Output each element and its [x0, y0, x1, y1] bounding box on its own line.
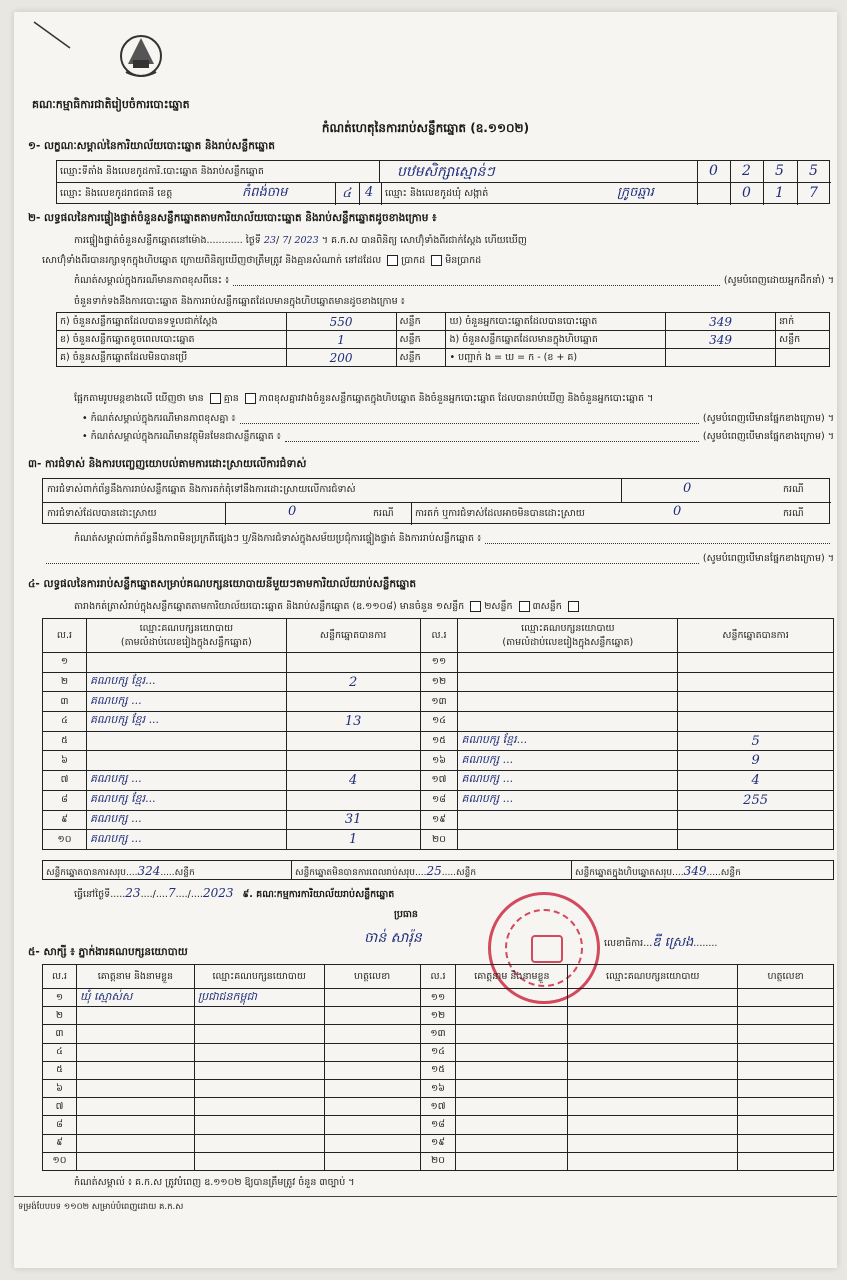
witness-name: [76, 1043, 194, 1061]
vote-count: [678, 653, 834, 673]
section5-title: ៥- សាក្សី ៖ ភ្នាក់ងារគណបក្សនយោបាយ: [28, 946, 188, 958]
row-no: ៩: [43, 810, 87, 830]
vote-count: [678, 830, 834, 850]
row-no: ១៥: [420, 731, 458, 751]
witness-name: [456, 1007, 568, 1025]
party-name: គណបក្ស ...: [86, 830, 286, 850]
table-row: [43, 712, 834, 732]
objections-box: [42, 478, 830, 524]
row-no: ៦: [43, 751, 87, 771]
counts-row: [57, 313, 830, 331]
party-name: [458, 672, 678, 692]
row-no: ៩: [43, 1134, 77, 1152]
row-no: ១៤: [420, 1043, 456, 1061]
row-no: ១២: [420, 672, 458, 692]
row-no: ១០: [43, 1152, 77, 1170]
col-no: ល.រ: [420, 619, 458, 653]
table-row: [43, 1061, 834, 1079]
witness-signature: [324, 1025, 420, 1043]
chair-signature: ចាន់ សារ៉ុន: [364, 930, 422, 946]
count-value: 1: [286, 331, 396, 349]
diff-note-line[interactable]: [240, 414, 699, 424]
vote-count: [286, 653, 420, 673]
checkbox-has-diff[interactable]: [210, 393, 221, 404]
section3-note-line[interactable]: [46, 554, 699, 564]
witness-name: [456, 1043, 568, 1061]
witness-party: [194, 1007, 324, 1025]
party-name: គណបក្ស ...: [458, 790, 678, 810]
witness-signature: [738, 1043, 834, 1061]
witness-signature: [738, 1061, 834, 1079]
province-value: កំពង់ចាម: [242, 185, 288, 200]
witness-name: [76, 1152, 194, 1170]
witness-party: [194, 1098, 324, 1116]
row-no: ១៣: [420, 692, 458, 712]
witness-name: [76, 1134, 194, 1152]
table-row: [43, 751, 834, 771]
section2-note: កំណត់សម្គាល់ក្នុងករណីមានភាពខុសពីនេះ ៖ (សូមបំពេញដោយអ្នកដឹកនាំ) ។: [74, 275, 834, 286]
row-no: ១៣: [420, 1025, 456, 1043]
checkbox-3-sheets[interactable]: [568, 601, 579, 612]
witness-party: [568, 989, 738, 1007]
vote-count: 4: [286, 771, 420, 791]
footer-text: ទម្រង់បែបបទ ១១០២ សម្រាប់បំពេញដោយ គ.ក.ស: [18, 1202, 184, 1212]
row-no: ១៦: [420, 1079, 456, 1097]
witness-party: [194, 1079, 324, 1097]
vote-count: 13: [286, 712, 420, 732]
row-no: ១៥: [420, 1061, 456, 1079]
pen-mark-icon: [32, 20, 72, 50]
witness-table: [42, 964, 834, 1171]
totals-row: សន្លឹកឆ្នោតបានការសរុប....324.....សន្លឹក សន្លឹកឆ្នោតមិនបានការពេលរាប់សរុប....25.....សន្លឹក សន្លឹកឆ្នោតក្នុងហិបឆ្នោតសរុប....349.....សន្លឹក: [42, 860, 834, 880]
witness-signature: [324, 1007, 420, 1025]
table-row: [43, 1079, 834, 1097]
checkbox-2-sheets[interactable]: [519, 601, 530, 612]
row-no: ២០: [420, 1152, 456, 1170]
witness-party: [568, 1007, 738, 1025]
note-line[interactable]: [233, 276, 720, 286]
divider: [381, 183, 382, 205]
row-no: ៣: [43, 1025, 77, 1043]
ballot-count-form: [14, 12, 837, 1268]
form-title: កំណត់ហេតុនៃការរាប់សន្លឹកឆ្នោត (ឧ.១១០២): [321, 121, 530, 135]
objects-note-line[interactable]: [285, 432, 699, 442]
witness-signature: [738, 1134, 834, 1152]
total-invalid: 25: [426, 864, 442, 878]
formula-result: ផ្អែកតាមរូបមន្តខាងលើ ឃើញថា មាន គ្មាន ភាពខុសគ្នារវាងចំនួនសន្លឹកឆ្នោតក្នុងហិបឆ្នោត និងចំនួនអ្នកបោះឆ្នោត ដែលបានរាប់ឃើញ និងចំនួនអ្នកបោះឆ្នោត ។: [74, 393, 654, 404]
made-on: ធ្វើនៅថ្ងៃទី.....23..../....7..../....2023 ៩. គណៈកម្មការការិយាល័យរាប់សន្លឹកឆ្នោត: [74, 886, 395, 900]
table-row: [43, 790, 834, 810]
party-name: គណបក្ស ខ្មែរ ...: [86, 712, 286, 732]
party-name: [86, 751, 286, 771]
witness-name: [456, 989, 568, 1007]
row-no: ១២: [420, 1007, 456, 1025]
vote-count: 255: [678, 790, 834, 810]
witness-signature: [738, 989, 834, 1007]
party-name: [458, 692, 678, 712]
witness-name: [76, 1116, 194, 1134]
section2-line2: សោហ៊ុំទាំងពីរបានរក្សាទុកក្នុងហិបឆ្នោត ក្រោយពិនិត្យឃើញថាត្រឹមត្រូវ និងគ្មានសំណាក់ នៅដដែល ប្រាកដ មិនប្រាកដ: [42, 255, 482, 266]
objections-value: 0: [683, 481, 692, 496]
table-row: [43, 1116, 834, 1134]
count-unit: សន្លឹក: [396, 349, 446, 367]
table-row: [43, 1007, 834, 1025]
table-row: [43, 989, 834, 1007]
count-unit: សន្លឹក: [396, 313, 446, 331]
counts-row: [57, 331, 830, 349]
row-no: ១១: [420, 989, 456, 1007]
col-no: ល.រ: [420, 965, 456, 989]
objections-label: ការជំទាស់ពាក់ព័ន្ធនឹងការរាប់សន្លឹកឆ្នោត និងការតក់តុំទៅនឹងការដោះស្រាយលើការជំទាស់: [47, 484, 356, 495]
row-no: ១៤: [420, 712, 458, 732]
objections-unit: ករណី: [783, 484, 804, 495]
count-unit: នាក់: [776, 313, 830, 331]
vote-count: [286, 731, 420, 751]
witness-party: [194, 1043, 324, 1061]
witness-party: [568, 1079, 738, 1097]
witness-signature: [324, 1098, 420, 1116]
row-no: ៨: [43, 1116, 77, 1134]
row-no: ២០: [420, 830, 458, 850]
row-no: ១៩: [420, 810, 458, 830]
counts-intro: ចំនួនទាក់ទងនឹងការបោះឆ្នោត និងការរាប់សន្លឹកឆ្នោតដែលមានក្នុងហិបឆ្នោតមានដូចខាងក្រោម ៖: [74, 296, 405, 307]
party-results-table: [42, 618, 834, 850]
witness-name: [456, 1079, 568, 1097]
code-digit: 7: [809, 185, 818, 201]
witness-party: [568, 1098, 738, 1116]
witness-party: [194, 1134, 324, 1152]
row-no: ១៧: [420, 771, 458, 791]
verify-year: 2023: [294, 235, 319, 246]
count-label: ក) ចំនួនសន្លឹកឆ្នោតដែលបានទទួលជាក់ស្តែង: [57, 313, 287, 331]
counts-table: [56, 312, 830, 367]
row-no: ៥: [43, 731, 87, 751]
divider: [359, 183, 360, 205]
table-row: [43, 771, 834, 791]
witness-name: [456, 1098, 568, 1116]
vote-count: [678, 810, 834, 830]
row-no: ៤: [43, 712, 87, 732]
section4-sub: តារាងកត់ត្រាសំរាប់ក្នុងសន្លឹកឆ្នោតតាមការិយាល័យបោះឆ្នោត និងរាប់សន្លឹកឆ្នោត (ឧ.១១០៨) មានចំនួន ១សន្លឹក ២សន្លឹក ៣សន្លឹក: [74, 600, 582, 614]
province-code-b: 4: [365, 185, 374, 200]
section2-line1: ការផ្ទៀងផ្ទាត់ចំនួនសន្លឹកឆ្នោតនៅម៉ោង............ ថ្ងៃទី 23/ 7/ 2023 ។ គ.ក.ស បានពិនិត្យ សោហ៊ុំទាំងពីរជាក់ស្តែង ហើយឃើញ: [74, 235, 527, 246]
row-no: ៦: [43, 1079, 77, 1097]
divider: [335, 183, 336, 205]
witness-name: [456, 1116, 568, 1134]
bullet-objects: • កំណត់សម្គាល់ក្នុងករណីមានវត្ថុមិនមែនជាសន្លឹកឆ្នោត ៖ (សូមបំពេញបើមានផ្នែកខាងក្រោម) ។: [82, 431, 834, 442]
row-no: ១៩: [420, 1134, 456, 1152]
row-no: ៣: [43, 692, 87, 712]
witness-party: [568, 1134, 738, 1152]
witness-party: [568, 1152, 738, 1170]
count-value: 349: [666, 313, 776, 331]
row-no: ១: [43, 989, 77, 1007]
commune-label: ឈ្មោះ និងលេខកូដឃុំ សង្កាត់: [385, 188, 489, 199]
count-label: • បញ្ជាក់ ង = ឃ = ក - (ខ + គ): [446, 349, 666, 367]
resolved-unit: ករណី: [373, 508, 394, 519]
count-unit: សន្លឹក: [396, 331, 446, 349]
counts-row: [57, 349, 830, 367]
col-party: ឈ្មោះគណបក្សនយោបាយ: [194, 965, 324, 989]
witness-party: [194, 1152, 324, 1170]
nec-emblem-icon: [118, 30, 164, 80]
count-label: ង) ចំនួនសន្លឹកឆ្នោតដែលមានក្នុងហិបឆ្នោត: [446, 331, 666, 349]
col-name: គោត្តនាម និងនាមខ្លួន: [76, 965, 194, 989]
witness-signature: [738, 1025, 834, 1043]
count-value: 200: [286, 349, 396, 367]
chair-label: ប្រធាន: [394, 909, 418, 920]
row-no: ១៦: [420, 751, 458, 771]
party-name: គណបក្ស ...: [458, 771, 678, 791]
table-row: [43, 1043, 834, 1061]
vote-count: 1: [286, 830, 420, 850]
commune-value: ក្រូចឆ្មារ: [617, 185, 654, 200]
table-row: [43, 1098, 834, 1116]
code-digit: 0: [709, 163, 718, 179]
party-name: គណបក្ស ...: [86, 810, 286, 830]
witness-signature: [324, 1116, 420, 1134]
row-no: ៤: [43, 1043, 77, 1061]
col-party: ឈ្មោះគណបក្សនយោបាយ: [568, 965, 738, 989]
bullet-diff: • កំណត់សម្គាល់ក្នុងករណីមានភាពខុសគ្នា ៖ (សូមបំពេញបើមានផ្នែកខាងក្រោម) ។: [82, 413, 834, 424]
vote-count: 2: [286, 672, 420, 692]
checkbox-1-sheet[interactable]: [470, 601, 481, 612]
row-no: ១០: [43, 830, 87, 850]
party-name: គណបក្ស ខ្មែរ...: [86, 672, 286, 692]
witness-name: [456, 1061, 568, 1079]
witness-name: [456, 1152, 568, 1170]
table-row: [43, 810, 834, 830]
vote-count: 9: [678, 751, 834, 771]
col-party: ឈ្មោះគណបក្សនយោបាយ (តាមលំដាប់លេខរៀងក្នុងសន្លឹកឆ្នោត): [86, 619, 286, 653]
witness-name: [76, 1079, 194, 1097]
witness-party: [194, 1116, 324, 1134]
party-name: [458, 653, 678, 673]
checkbox-not-intact[interactable]: [431, 255, 442, 266]
code-digit: 2: [742, 163, 751, 179]
vote-count: 5: [678, 731, 834, 751]
witness-signature: [738, 1116, 834, 1134]
witness-signature: [324, 1134, 420, 1152]
witness-party: [568, 1116, 738, 1134]
location-value: បឋមសិក្សាស្មោន់ៗ: [397, 164, 495, 180]
party-name: គណបក្ស ...: [458, 751, 678, 771]
secretary-signature: ឌី ស្រេង: [652, 935, 694, 950]
row-no: ៧: [43, 1098, 77, 1116]
witness-party: [194, 1025, 324, 1043]
section3-note-line[interactable]: [485, 534, 830, 544]
org-name: គណៈកម្មាធិការជាតិរៀបចំការបោះឆ្នោត: [32, 98, 190, 111]
vote-count: [286, 692, 420, 712]
count-label: ខ) ចំនួនសន្លឹកឆ្នោតខូចពេលបោះឆ្នោត: [57, 331, 287, 349]
footer-divider: [14, 1196, 837, 1197]
party-name: គណបក្ស ខ្មែរ...: [458, 731, 678, 751]
witness-signature: [324, 1043, 420, 1061]
table-row: [43, 1025, 834, 1043]
table-row: [43, 731, 834, 751]
code-digit: 5: [809, 163, 818, 179]
witness-signature: [324, 1079, 420, 1097]
witness-name: [456, 1134, 568, 1152]
row-no: ១៨: [420, 1116, 456, 1134]
party-name: [86, 731, 286, 751]
count-unit: សន្លឹក: [776, 331, 830, 349]
col-sign: ហត្ថលេខា: [738, 965, 834, 989]
table-row: [43, 653, 834, 673]
witness-name: [76, 1061, 194, 1079]
party-name: [458, 712, 678, 732]
table-row: [43, 692, 834, 712]
verify-day: 23: [263, 235, 276, 246]
row-no: ១: [43, 653, 87, 673]
witness-signature: [738, 1098, 834, 1116]
section2-title: ២- លទ្ធផលនៃការផ្ទៀងផ្ទាត់ចំនួនសន្លឹកឆ្នោតតាមការិយាល័យបោះឆ្នោត និងរាប់សន្លឹកឆ្នោតដូចខាងក្រោម ៖: [28, 212, 437, 224]
row-no: ៧: [43, 771, 87, 791]
col-no: ល.រ: [43, 965, 77, 989]
party-name: [86, 653, 286, 673]
section4-title: ៤- លទ្ធផលនៃការរាប់សន្លឹកឆ្នោតសម្រាប់គណបក្សនយោបាយនីមួយៗតាមការិយាល័យរាប់សន្លឹកឆ្នោត: [28, 578, 417, 590]
count-label: គ) ចំនួនសន្លឹកឆ្នោតដែលមិនបានប្រើ: [57, 349, 287, 367]
resolved-label: ការជំទាស់ដែលបានដោះស្រាយ: [47, 508, 157, 519]
vote-count: [678, 712, 834, 732]
witness-signature: [324, 1061, 420, 1079]
footnote: កំណត់សម្គាល់ ៖ គ.ក.ស ត្រូវបំពេញ ឧ.១១០២ ឱ្យបានត្រឹមត្រូវ ចំនួន ៣ច្បាប់ ។: [74, 1177, 355, 1188]
row-no: ២: [43, 672, 87, 692]
col-name: គោត្តនាម និងនាមខ្លួន: [456, 965, 568, 989]
table-row: [43, 672, 834, 692]
col-party: ឈ្មោះគណបក្សនយោបាយ (តាមលំដាប់លេខរៀងក្នុងសន្លឹកឆ្នោត): [458, 619, 678, 653]
witness-party: [194, 1061, 324, 1079]
code-digit: 0: [742, 185, 751, 201]
vote-count: [678, 672, 834, 692]
witness-party: ប្រជាជនកម្ពុជា: [194, 989, 324, 1007]
witness-name: [76, 1007, 194, 1025]
section3-note: កំណត់សម្គាល់ពាក់ព័ន្ធនឹងភាពមិនប្រក្រតីផ្សេងៗ ឬ/និងការជំទាស់ក្នុងសម័យប្រជុំការផ្ទៀងផ្ទាត់ និងការរាប់សន្លឹកឆ្នោត ៖: [74, 532, 834, 546]
party-name: [458, 810, 678, 830]
witness-name: ឃុំ ស្មោស់ស: [76, 989, 194, 1007]
row-no: ៥: [43, 1061, 77, 1079]
section1-box: [56, 160, 830, 204]
count-value: [666, 349, 776, 367]
witness-signature: [324, 1152, 420, 1170]
vote-count: [286, 751, 420, 771]
witness-name: [76, 1098, 194, 1116]
witness-name: [456, 1025, 568, 1043]
code-grid: [697, 161, 831, 205]
unresolved-unit: ករណី: [783, 508, 804, 519]
vote-count: [678, 692, 834, 712]
table-row: [43, 1152, 834, 1170]
secretary-label: លេខាធិការ...ឌី ស្រេង........: [604, 935, 718, 950]
row-no: ២: [43, 1007, 77, 1025]
unresolved-value: 0: [673, 504, 682, 519]
witness-signature: [324, 989, 420, 1007]
section3-title: ៣- ការជំទាស់ និងការបញ្ចេញយោបល់តាមការដោះស្រាយលើការជំទាស់: [28, 458, 307, 470]
checkbox-no-diff[interactable]: [245, 393, 256, 404]
row-no: ១៧: [420, 1098, 456, 1116]
party-name: [458, 830, 678, 850]
total-valid: 324: [137, 864, 161, 878]
section3-note-line2: (សូមបំពេញបើមានផ្នែកខាងក្រោម) ។: [42, 552, 834, 566]
witness-signature: [738, 1079, 834, 1097]
vote-count: [286, 790, 420, 810]
witness-signature: [738, 1007, 834, 1025]
committee-label: ៩. គណៈកម្មការការិយាល័យរាប់សន្លឹកឆ្នោត: [242, 889, 395, 900]
count-label: ឃ) ចំនួនអ្នកបោះឆ្នោតដែលបានបោះឆ្នោត: [446, 313, 666, 331]
resolved-value: 0: [288, 504, 297, 519]
province-code-a: ៤: [342, 186, 352, 201]
checkbox-intact[interactable]: [387, 255, 398, 266]
witness-party: [568, 1061, 738, 1079]
section1-title: ១- លក្ខណៈសម្គាល់នៃការិយាល័យបោះឆ្នោត និងរាប់សន្លឹកឆ្នោត: [28, 140, 275, 152]
row-no: ៨: [43, 790, 87, 810]
party-name: គណបក្ស ...: [86, 771, 286, 791]
party-name: គណបក្ស ខ្មែរ...: [86, 790, 286, 810]
col-votes: សន្លឹកឆ្នោតបានការ: [678, 619, 834, 653]
vote-count: 4: [678, 771, 834, 791]
col-votes: សន្លឹកឆ្នោតបានការ: [286, 619, 420, 653]
unresolved-label: ការតក់ ឬការជំទាស់ដែលអាចមិនបានដោះស្រាយ: [415, 508, 585, 519]
verify-month: 7: [282, 235, 289, 246]
col-no: ល.រ: [43, 619, 87, 653]
location-label: ឈ្មោះទីតាំង និងលេខកូដការិ.បោះឆ្នោត និងរាប់សន្លឹកឆ្នោត: [60, 166, 264, 177]
witness-party: [568, 1025, 738, 1043]
table-row: [43, 1134, 834, 1152]
province-label: ឈ្មោះ និងលេខកូដរាជធានី ខេត្ត: [60, 188, 173, 199]
divider: [379, 161, 380, 183]
party-name: គណបក្ស ...: [86, 692, 286, 712]
witness-signature: [738, 1152, 834, 1170]
witness-name: [76, 1025, 194, 1043]
col-sign: ហត្ថលេខា: [324, 965, 420, 989]
count-value: 550: [286, 313, 396, 331]
count-unit: [776, 349, 830, 367]
code-digit: 5: [775, 163, 784, 179]
vote-count: 31: [286, 810, 420, 830]
row-no: ១១: [420, 653, 458, 673]
code-digit: 1: [775, 185, 784, 201]
total-in-box: 349: [683, 864, 707, 878]
count-value: 349: [666, 331, 776, 349]
table-row: [43, 830, 834, 850]
row-no: ១៨: [420, 790, 458, 810]
witness-party: [568, 1043, 738, 1061]
